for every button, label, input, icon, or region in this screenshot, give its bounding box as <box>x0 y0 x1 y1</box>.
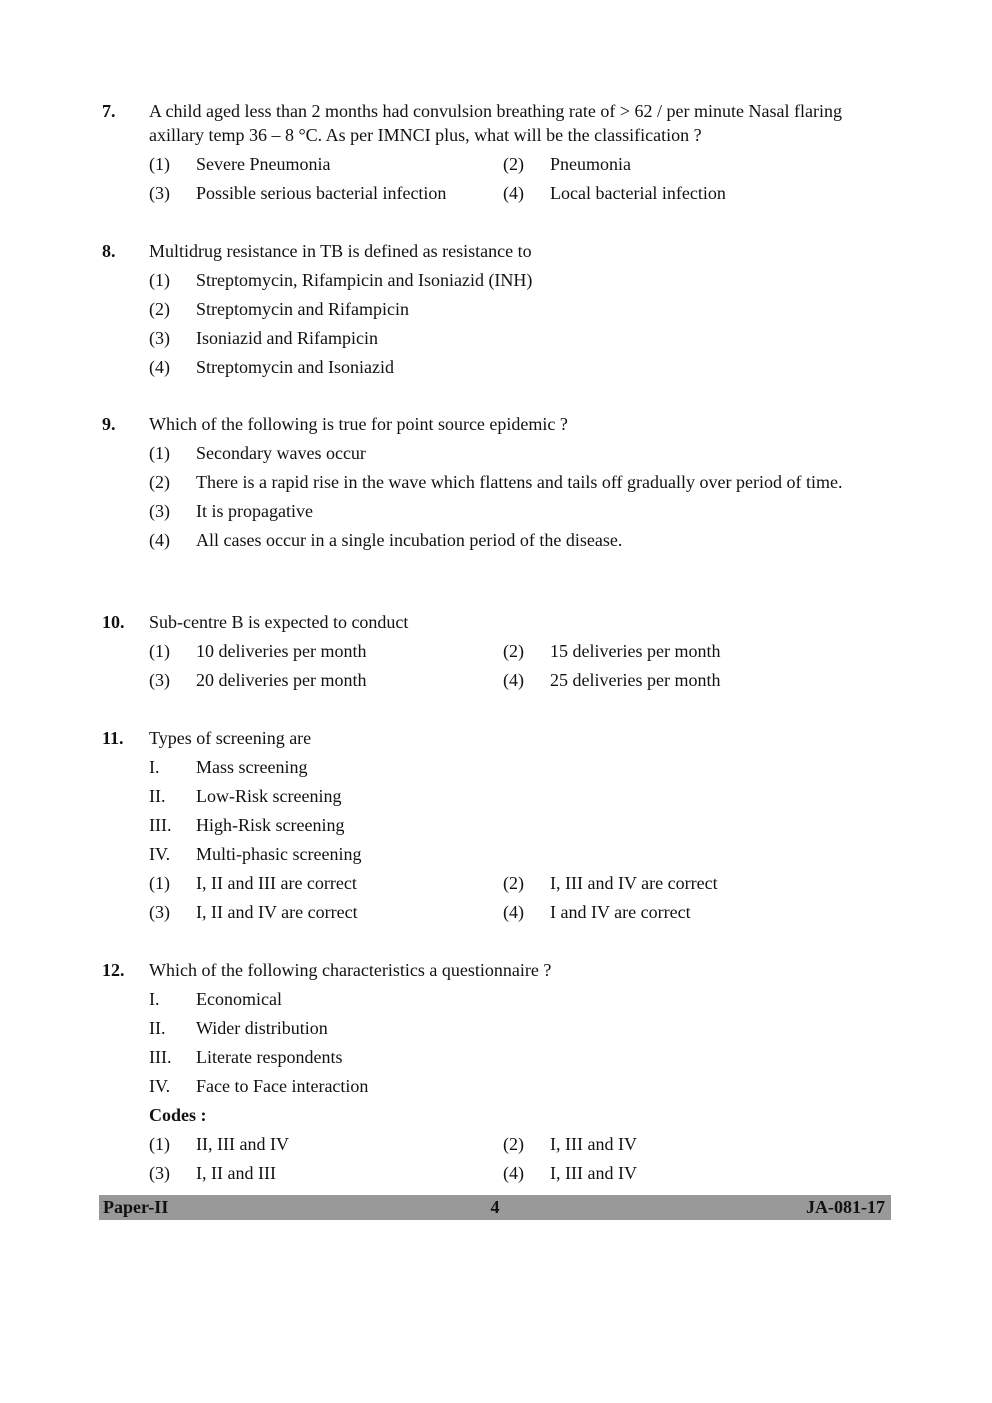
question-9 <box>102 412 892 557</box>
option-number: (4) <box>149 357 170 377</box>
question-number: 9. <box>102 414 116 434</box>
option-4[interactable] <box>503 900 883 924</box>
options-row <box>149 1161 892 1190</box>
statement-text: High-Risk screening <box>196 815 345 835</box>
option-number: (2) <box>503 1134 524 1154</box>
option-3[interactable] <box>149 668 503 692</box>
option-1[interactable] <box>149 639 503 663</box>
paper-label: Paper-II <box>103 1197 169 1217</box>
statement-3 <box>149 813 892 842</box>
page-footer <box>99 1195 891 1220</box>
question-text: Sub-centre B is expected to conduct <box>149 612 409 632</box>
option-text: 20 deliveries per month <box>196 670 367 690</box>
option-2[interactable] <box>503 152 883 176</box>
option-4[interactable] <box>503 1161 883 1185</box>
statement-number: IV. <box>149 1076 171 1096</box>
option-4[interactable] <box>149 355 892 384</box>
option-text: I, II and III <box>196 1163 276 1183</box>
option-text: I, III and IV are correct <box>550 873 718 893</box>
question-12 <box>102 958 892 1190</box>
statement-4 <box>149 1074 892 1103</box>
question-number: 7. <box>102 101 116 121</box>
statement-4 <box>149 842 892 871</box>
option-1[interactable] <box>149 871 503 895</box>
statement-1 <box>149 987 892 1016</box>
options-row <box>149 668 892 697</box>
option-text: I, III and IV <box>550 1163 637 1183</box>
option-3[interactable] <box>149 181 503 205</box>
option-4[interactable] <box>503 181 883 205</box>
option-2[interactable] <box>503 639 883 663</box>
option-number: (4) <box>503 670 524 690</box>
question-number: 12. <box>102 960 125 980</box>
option-number: (4) <box>503 902 524 922</box>
statement-text: Literate respondents <box>196 1047 343 1067</box>
statement-number: III. <box>149 815 172 835</box>
statement-number: I. <box>149 989 160 1009</box>
option-text: It is propagative <box>196 501 313 521</box>
option-3[interactable] <box>149 499 892 528</box>
question-number: 10. <box>102 612 125 632</box>
option-text: II, III and IV <box>196 1134 289 1154</box>
option-3[interactable] <box>149 1161 503 1185</box>
statement-1 <box>149 755 892 784</box>
option-1[interactable] <box>149 1132 503 1156</box>
statement-number: II. <box>149 1018 166 1038</box>
option-number: (3) <box>149 670 170 690</box>
option-text: 15 deliveries per month <box>550 641 721 661</box>
option-text: Streptomycin and Isoniazid <box>196 357 394 377</box>
option-text: I, II and III are correct <box>196 873 357 893</box>
codes-label: Codes : <box>149 1105 207 1125</box>
options-row <box>149 639 892 668</box>
question-number: 8. <box>102 241 116 261</box>
option-1[interactable] <box>149 441 892 470</box>
question-8 <box>102 239 892 384</box>
statement-text: Mass screening <box>196 757 308 777</box>
statement-number: III. <box>149 1047 172 1067</box>
option-4[interactable] <box>503 668 883 692</box>
option-2[interactable] <box>503 1132 883 1156</box>
option-number: (3) <box>149 1163 170 1183</box>
options-row <box>149 871 892 900</box>
option-number: (4) <box>503 1163 524 1183</box>
option-2[interactable] <box>149 470 892 499</box>
option-text: Streptomycin, Rifampicin and Isoniazid (INH) <box>196 270 533 290</box>
option-4[interactable] <box>149 528 892 557</box>
question-text: Types of screening are <box>149 728 312 748</box>
option-number: (1) <box>149 873 170 893</box>
option-text: I and IV are correct <box>550 902 691 922</box>
option-text: Streptomycin and Rifampicin <box>196 299 409 319</box>
option-number: (1) <box>149 270 170 290</box>
statement-number: I. <box>149 757 160 777</box>
option-text: Local bacterial infection <box>550 183 726 203</box>
options-row <box>149 181 892 210</box>
option-text: 25 deliveries per month <box>550 670 721 690</box>
option-number: (1) <box>149 154 170 174</box>
statement-text: Economical <box>196 989 282 1009</box>
question-7 <box>102 99 892 210</box>
option-2[interactable] <box>503 871 883 895</box>
option-3[interactable] <box>149 326 892 355</box>
option-number: (3) <box>149 902 170 922</box>
option-number: (1) <box>149 1134 170 1154</box>
question-text: Which of the following is true for point source epidemic ? <box>149 414 568 434</box>
option-3[interactable] <box>149 900 503 924</box>
option-number: (4) <box>149 530 170 550</box>
option-number: (3) <box>149 328 170 348</box>
statement-3 <box>149 1045 892 1074</box>
option-text: Possible serious bacterial infection <box>196 183 447 203</box>
option-text: Secondary waves occur <box>196 443 366 463</box>
option-text: Severe Pneumonia <box>196 154 331 174</box>
option-text: I, III and IV <box>550 1134 637 1154</box>
question-text: Multidrug resistance in TB is defined as resistance to <box>149 241 532 261</box>
options-row <box>149 152 892 181</box>
question-number: 11. <box>102 728 124 748</box>
option-number: (2) <box>503 154 524 174</box>
statement-number: IV. <box>149 844 171 864</box>
question-text: A child aged less than 2 months had convulsion breathing rate of > 62 / per minute Nasal flaring axillary temp 36 – 8 °C. As per IMNCI plus, what will be the classification ? <box>149 101 842 145</box>
option-1[interactable] <box>149 152 503 176</box>
options-row <box>149 1132 892 1161</box>
option-text: All cases occur in a single incubation period of the disease. <box>196 530 623 550</box>
statement-text: Wider distribution <box>196 1018 328 1038</box>
option-text: There is a rapid rise in the wave which flattens and tails off gradually over period of time. <box>196 472 843 492</box>
option-text: Isoniazid and Rifampicin <box>196 328 378 348</box>
question-text: Which of the following characteristics a questionnaire ? <box>149 960 552 980</box>
option-text: 10 deliveries per month <box>196 641 367 661</box>
option-number: (4) <box>503 183 524 203</box>
question-11 <box>102 726 892 929</box>
statement-2 <box>149 784 892 813</box>
options-row <box>149 900 892 929</box>
option-text: I, II and IV are correct <box>196 902 358 922</box>
option-1[interactable] <box>149 268 892 297</box>
option-number: (2) <box>149 299 170 319</box>
statement-text: Face to Face interaction <box>196 1076 369 1096</box>
option-number: (2) <box>149 472 170 492</box>
option-text: Pneumonia <box>550 154 631 174</box>
option-number: (3) <box>149 501 170 521</box>
option-number: (2) <box>503 873 524 893</box>
option-number: (1) <box>149 443 170 463</box>
option-2[interactable] <box>149 297 892 326</box>
page-number: 4 <box>490 1197 500 1217</box>
question-10 <box>102 610 892 697</box>
paper-code: JA-081-17 <box>806 1197 885 1217</box>
option-number: (2) <box>503 641 524 661</box>
option-number: (3) <box>149 183 170 203</box>
statement-text: Low-Risk screening <box>196 786 342 806</box>
option-number: (1) <box>149 641 170 661</box>
statement-text: Multi-phasic screening <box>196 844 362 864</box>
statement-2 <box>149 1016 892 1045</box>
statement-number: II. <box>149 786 166 806</box>
